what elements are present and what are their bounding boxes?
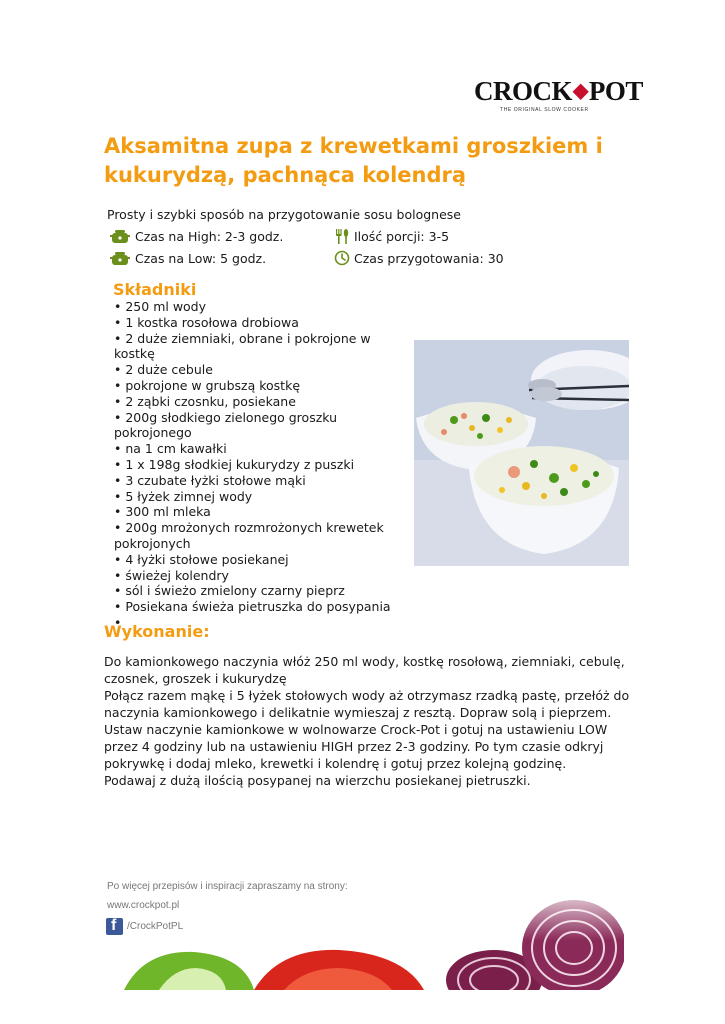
clock-icon <box>334 250 350 266</box>
method-step: Podawaj z dużą ilością posypanej na wierzchu posiekanej pietruszki. <box>104 773 531 788</box>
info-time-low <box>109 250 266 266</box>
ingredient-item: • 3 czubate łyżki stołowe mąki <box>114 473 414 489</box>
method-step: Ustaw naczynie kamionkowe w wolnowarze Crock-Pot i gotuj na ustawieniu LOW przez 4 godziny lub na ustawieniu HIGH przez 2-3 godziny. Po tym czasie odkryj pokrywkę i dodaj mleko, krewetki i kolendrę i gotuj przez kolejną godzinę. <box>104 722 608 771</box>
method-text <box>104 653 644 789</box>
footer-facebook-link[interactable]: /CrockPotPL <box>127 921 184 932</box>
recipe-subtitle: Prosty i szybki sposób na przygotowanie sosu bolognese <box>107 207 461 222</box>
logo-dot: ◆ <box>573 80 588 102</box>
ingredients-list <box>114 299 414 631</box>
ingredient-item: • 2 duże ziemniaki, obrane i pokrojone w kostkę <box>114 331 414 363</box>
soup-photo <box>414 340 629 566</box>
info-time-high <box>109 228 283 244</box>
vegetables-image <box>104 880 624 990</box>
ingredients-heading: Składniki <box>113 280 197 299</box>
crockpot-logo <box>474 76 643 118</box>
facebook-icon[interactable]: f <box>106 918 123 935</box>
time-high-text: Czas na High: 2-3 godz. <box>135 228 284 244</box>
ingredient-item: • świeżej kolendry <box>114 568 414 584</box>
ingredient-item: • Posiekana świeża pietruszka do posypania <box>114 599 414 615</box>
method-step: Do kamionkowego naczynia włóż 250 ml wody, kostkę rosołową, ziemniaki, cebulę, czosnek, groszek i kukurydzę <box>104 654 625 686</box>
ingredient-item: • 4 łyżki stołowe posiekanej <box>114 552 414 568</box>
ingredient-item: • 250 ml wody <box>114 299 414 315</box>
ingredient-item: • 300 ml mleka <box>114 504 414 520</box>
logo-word-left: CROCK <box>474 76 572 106</box>
prep-time-text: Czas przygotowania: 30 <box>354 250 504 266</box>
info-prep-time <box>334 250 504 266</box>
time-low-text: Czas na Low: 5 godz. <box>135 250 267 266</box>
ingredient-item: • 2 duże cebule <box>114 362 414 378</box>
footer-invite: Po więcej przepisów i inspiracji zapraszamy na strony: <box>107 881 348 892</box>
method-heading: Wykonanie: <box>104 622 210 641</box>
ingredient-item: • pokrojone w grubszą kostkę <box>114 378 414 394</box>
info-servings <box>334 228 449 245</box>
ingredient-item: • 200g słodkiego zielonego groszku pokrojonego <box>114 410 414 442</box>
ingredient-item: • 5 łyżek zimnej wody <box>114 489 414 505</box>
logo-tagline: THE ORIGINAL SLOW COOKER <box>500 107 589 113</box>
ingredient-item: • 1 kostka rosołowa drobiowa <box>114 315 414 331</box>
logo-word-right: POT <box>588 76 643 106</box>
method-step: Połącz razem mąkę i 5 łyżek stołowych wody aż otrzymasz rzadką pastę, przełóż do naczynia kamionkowego i delikatnie wymieszaj z resztą. Dopraw solą i pieprzem. <box>104 688 630 720</box>
ingredient-item: • 2 ząbki czosnku, posiekane <box>114 394 414 410</box>
ingredient-item: • 200g mrożonych rozmrożonych krewetek pokrojonych <box>114 520 414 552</box>
slow-cooker-icon <box>109 228 131 244</box>
footer-website-link[interactable]: www.crockpot.pl <box>107 900 180 911</box>
recipe-title: Aksamitna zupa z krewetkami groszkiem i kukurydzą, pachnąca kolendrą <box>104 134 603 187</box>
slow-cooker-icon <box>109 250 131 266</box>
ingredient-item: • sól i świeżo zmielony czarny pieprz <box>114 583 414 599</box>
ingredient-item: • na 1 cm kawałki <box>114 441 414 457</box>
ingredient-item: • 1 x 198g słodkiej kukurydzy z puszki <box>114 457 414 473</box>
cutlery-icon <box>334 228 350 245</box>
servings-text: Ilość porcji: 3-5 <box>354 229 450 244</box>
